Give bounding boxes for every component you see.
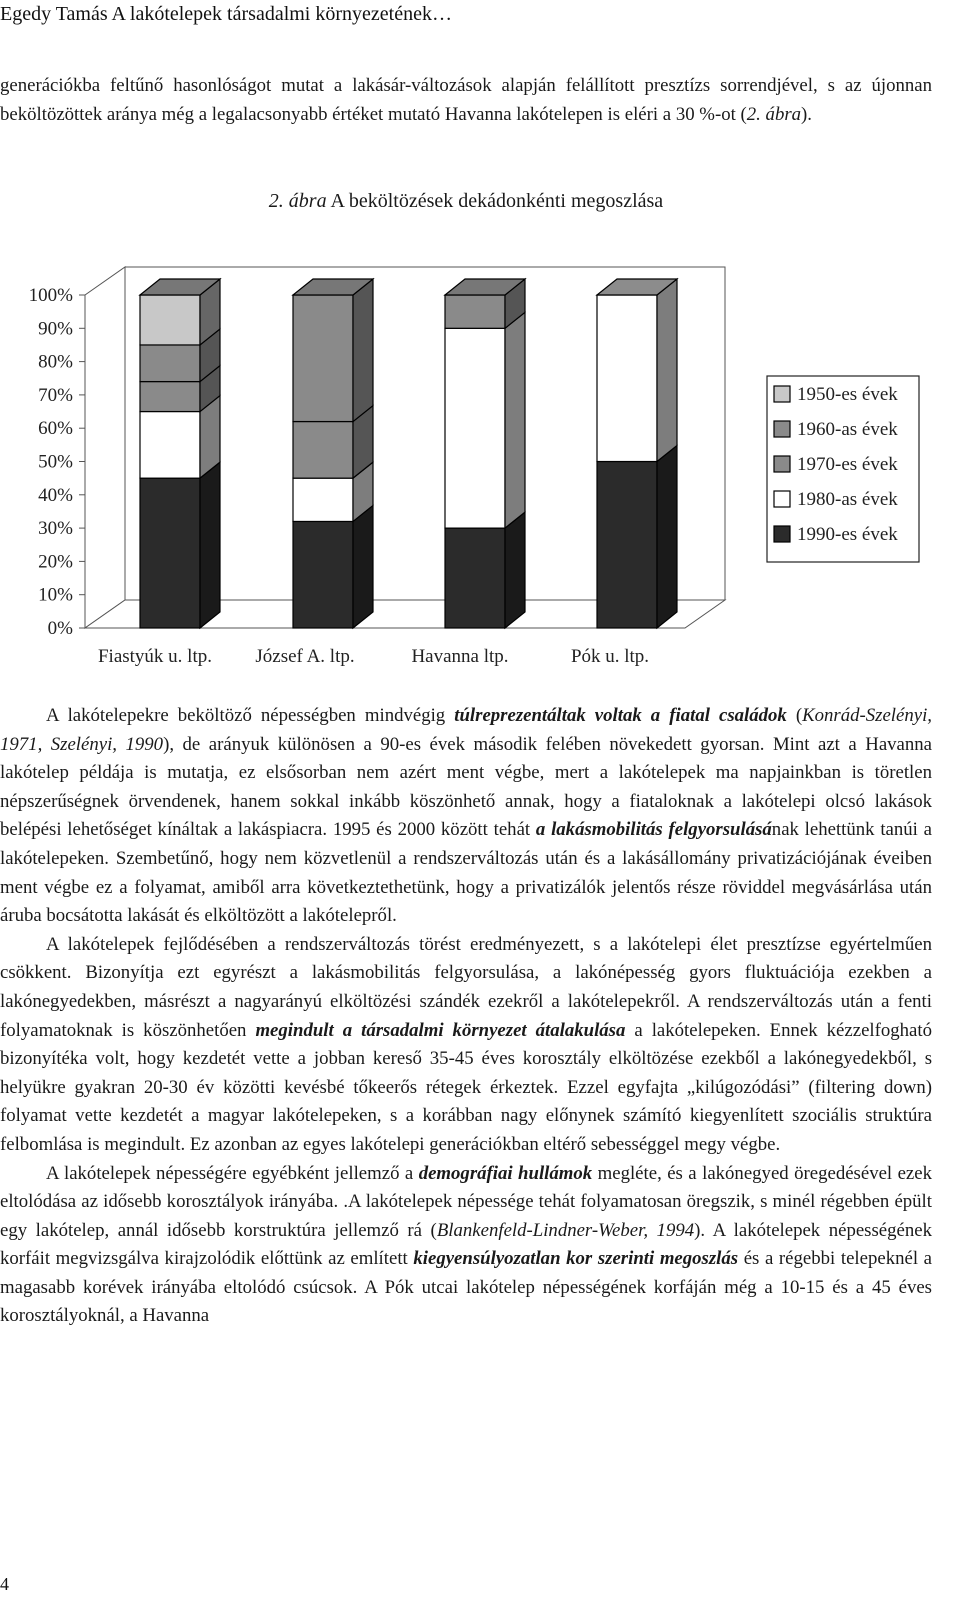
p3-text-2: megléte, és a lakónegyed öregedésével ezek eltolódása az idősebb korosztályok irányába. .A lakótelepek népessége tehát folyamatosan öregszik, s minél régebben épült egy lakótelep, annál idősebb korstruktúra jellemző rá ( — [0, 1162, 932, 1241]
figure-number: 2. — [268, 190, 284, 212]
running-header: Egedy Tamás A lakótelepek társadalmi környezetének… — [0, 3, 452, 25]
bar-segment-side — [353, 505, 373, 628]
p1-emphasis-1: túlreprezentáltak voltak a fiatal családok — [454, 705, 787, 726]
legend-swatch — [774, 456, 790, 472]
p1-text-1: A lakótelepekre beköltöző népességben mindvégig — [46, 705, 455, 726]
x-tick-label: Pók u. ltp. — [570, 646, 650, 667]
p1-emphasis-2: a lakásmobilitás felgyorsulásá — [535, 819, 772, 841]
bar-segment — [140, 412, 200, 479]
chart-bars — [140, 279, 677, 628]
y-tick-label: 50% — [38, 451, 73, 473]
stacked-bar-chart — [0, 240, 940, 700]
y-tick-label: 10% — [38, 584, 73, 606]
side-wall — [85, 267, 125, 628]
x-tick-label: József A. ltp. — [255, 646, 355, 667]
legend-swatch — [774, 386, 790, 402]
bar-segment — [140, 478, 200, 628]
y-tick-label: 60% — [38, 418, 73, 440]
bar-segment-side — [353, 279, 373, 422]
y-tick-label: 70% — [38, 384, 73, 406]
y-tick-label: 30% — [38, 518, 73, 540]
figure-reference-number: 2. — [746, 103, 766, 125]
p3-emphasis-2: kiegyensúlyozatlan kor szerinti megoszlás — [413, 1248, 739, 1270]
intro-text: generációkba feltűnő hasonlóságot mutat a lakásár-változások alapján felállított presztízs sorrendjével, s az újonnan beköltözöttek aránya még a legalacsonyabb értéket mutató Havanna lakótelepen is eléri a 30 %-ot ( — [0, 75, 932, 125]
legend-label: 1990-es évek — [797, 524, 898, 545]
p1-citation: Konrád-Szelényi, 1971, Szelényi, 1990 — [0, 705, 932, 755]
legend-swatch — [774, 491, 790, 507]
bar-segment — [445, 295, 505, 328]
bar-segment — [597, 295, 657, 462]
y-tick-label: 100% — [28, 285, 73, 306]
bar-segment — [140, 382, 200, 412]
bar-segment — [140, 345, 200, 382]
p1-text-4: nak lehettünk tanúi a lakótelepeken. Szembetűnő, hogy nem közvetlenül a rendszerváltozás után és a lakásállomány privatizációjának éveiben ment végbe ez a folyamat, amiből arra következtethetünk, hogy a privatizálók jelentős része röviddel megvásárlása után áruba bocsátotta lakását és elköltözött a lakótelepről. — [0, 819, 932, 927]
figure-label: ábra — [288, 190, 327, 212]
figure-caption — [0, 188, 932, 214]
paragraph-1 — [0, 702, 932, 931]
p3-text-4: és a régebbi telepeknél a magasabb korévek irányába eltolódó csúcsok. A Pók utcai lakótelep népességének korfáján még a 10-15 és a 45 éves korosztályoknál, a Havanna — [0, 1248, 932, 1327]
p3-text-1: A lakótelepek népességére egyébként jellemző a — [46, 1162, 419, 1184]
bar-segment-side — [200, 462, 220, 628]
bar-segment-side — [657, 279, 677, 462]
p3-emphasis-1: demográfiai hullámok — [418, 1162, 593, 1184]
y-axis — [29, 285, 85, 639]
y-tick-label: 80% — [38, 351, 73, 373]
paragraph-3 — [0, 1160, 932, 1332]
body-text — [0, 702, 932, 1331]
legend-swatch — [774, 421, 790, 437]
paragraph-2 — [0, 931, 932, 1160]
x-tick-label: Fiastyúk u. ltp. — [97, 646, 213, 667]
legend — [767, 376, 919, 562]
bar-segment — [445, 328, 505, 528]
bar-segment — [597, 462, 657, 629]
p2-text-2: a lakótelepeken. Ennek kézzelfogható bizonyítéka volt, hogy kezdetét vette a jobban kereső 35-45 éves korosztály elköltözése ezekből a lakónegyedekből, s helyükre gyakran 20-30 év közötti kevésbé tőkeerős rétegek érkeztek. Ezzel egyfajta „kilúgozódási” (filtering down) folyamat vette kezdetét a magyar lakótelepeken, s a korábban nagy előnynek számító kiegyenlített szociális struktúra felbomlása is megindult. Ez azonban az egyes lakótelepi generációkban eltérő sebességgel megy végbe. — [0, 1019, 932, 1155]
intro-paragraph — [0, 72, 932, 129]
y-tick-label: 20% — [38, 551, 73, 573]
y-tick-label: 40% — [38, 484, 73, 506]
bar-segment — [293, 422, 353, 479]
bar-segment-side — [505, 512, 525, 628]
bar-segment — [140, 295, 200, 345]
legend-label: 1960-as évek — [797, 419, 898, 440]
intro-text-end: ). — [801, 103, 812, 125]
p3-text-3: ). A lakótelepek népességének korfáit megvizsgálva kirajzolódik előttünk az említett — [0, 1219, 932, 1270]
figure-title: A beköltözések dekádonkénti megoszlása — [330, 190, 664, 212]
p1-text-2: ( — [786, 705, 803, 726]
bar-segment — [293, 295, 353, 422]
legend-label: 1970-es évek — [797, 454, 898, 475]
page-number: 4 — [0, 1574, 9, 1594]
bar-segment — [293, 521, 353, 628]
bar-segment — [293, 478, 353, 521]
x-axis — [98, 646, 649, 667]
y-tick-label: 90% — [38, 318, 73, 340]
p3-citation: Blankenfeld-Lindner-Weber, 1994 — [436, 1219, 695, 1241]
x-tick-label: Havanna ltp. — [411, 646, 509, 667]
legend-label: 1950-es évek — [797, 384, 898, 405]
y-tick-label: 0% — [47, 618, 73, 639]
p2-text-1: A lakótelepek fejlődésében a rendszerváltozás törést eredményezett, s a lakótelepi élet presztízse egyértelműen csökkent. Bizonyítja ezt egyrészt a lakásmobilitás felgyorsulása, a lakónépesség gyors fluktuációja ezekben a lakónegyedekben, másrészt a nagyarányú elköltözési szándék ezekről a lakótelepekről. A rendszerváltozás után a fenti folyamatoknak is köszönhetően — [0, 933, 932, 1041]
legend-label: 1980-as évek — [797, 489, 898, 510]
bar-segment-side — [657, 446, 677, 629]
p2-emphasis-1: megindult a társadalmi környezet átalakulása — [255, 1019, 626, 1041]
bar-segment-side — [505, 312, 525, 528]
p1-text-3: ), de arányuk különösen a 90-es évek második felében növekedett gyorsan. Mint azt a Havanna lakótelep példája is mutatja, ez elsősorban nem azért ment végbe, mert a lakótelepek ma napjainkban is töretlen népszerűségnek örvendenek, hanem sokkal inkább köszönhető annak, hogy a fiataloknak a lakótelepi olcsó lakások belépési lehetőséget kínáltak a lakáspiacra. 1995 és 2000 között tehát — [0, 733, 932, 841]
bar-segment — [445, 528, 505, 628]
figure-reference-word: ábra — [765, 103, 802, 125]
legend-swatch — [774, 526, 790, 542]
